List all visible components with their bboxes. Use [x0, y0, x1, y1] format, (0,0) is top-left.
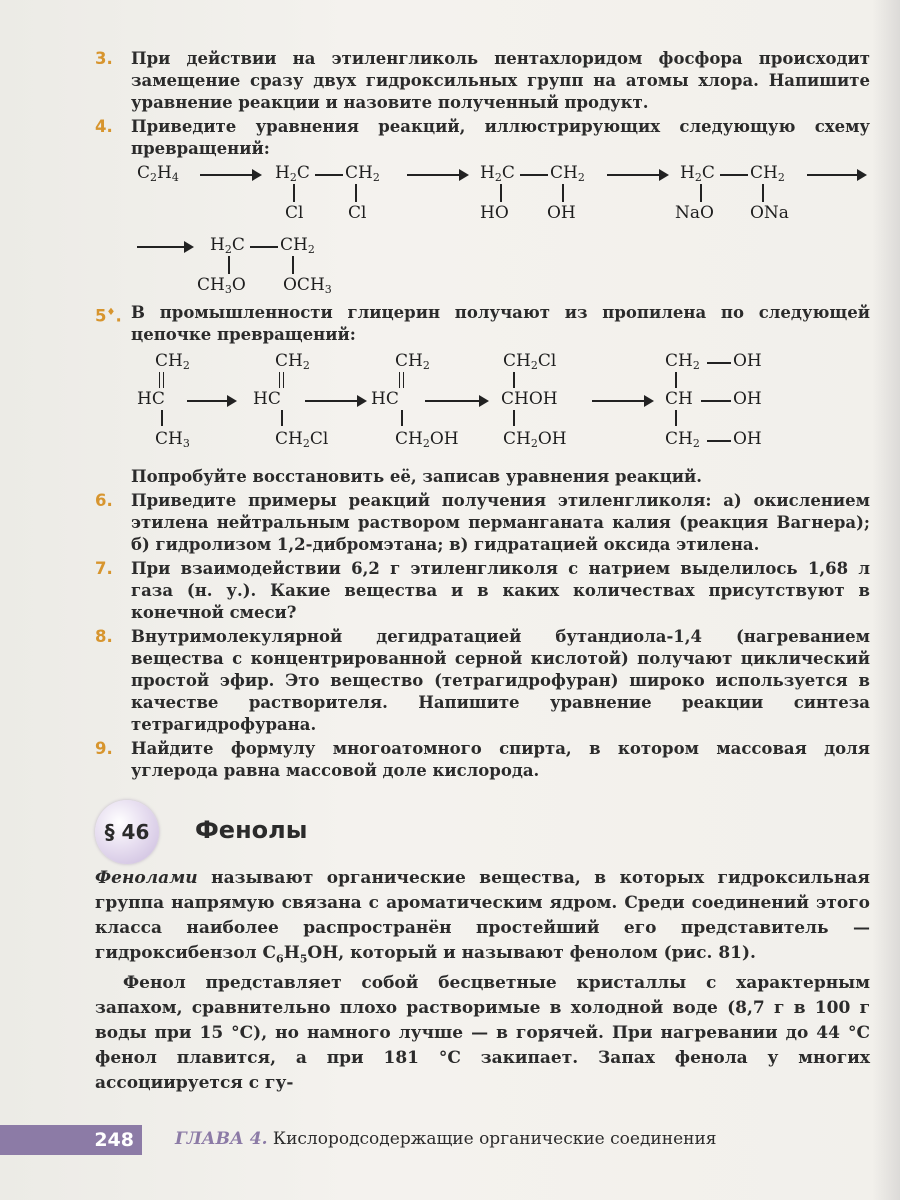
- task-8: [95, 626, 870, 736]
- atom-cl: Cl: [285, 203, 304, 223]
- reaction-arrow: [200, 174, 260, 176]
- scheme-task-5: [95, 348, 870, 466]
- formula-ch2cl: $CH_2Cl$: [503, 351, 557, 372]
- formula-ch2: $CH_2$: [665, 429, 700, 450]
- bond: [520, 174, 548, 176]
- formula-h2c: $H_2C$: [210, 235, 245, 256]
- paragraph-text: , который и называют фенолом (рис. 81).: [338, 943, 756, 963]
- task-number-dot: .: [115, 306, 122, 326]
- reaction-arrow: [607, 174, 667, 176]
- section-title: Фенолы: [195, 816, 308, 844]
- section-badge: § 46: [95, 800, 159, 864]
- formula-h2c: $H_2C$: [480, 163, 515, 184]
- double-bond: [399, 372, 404, 388]
- group-oh: OH: [547, 203, 576, 223]
- defined-term: Фенолами: [95, 868, 198, 888]
- formula-ch2: $CH_2$: [155, 351, 190, 372]
- formula-ch2: $CH_2$: [280, 235, 315, 256]
- bond: [762, 184, 764, 202]
- paragraph-1: [95, 866, 870, 971]
- page-number: 248: [0, 1125, 142, 1155]
- task-number: 7.: [95, 559, 113, 578]
- paragraph-2: Фенол представляет собой бесцветные кристаллы с характерным запахом, сравнительно плохо растворимые в холодной воде (8,7 г в 100 г воды при 15 °C), но намного лучше — в горячей. При нагревании до 44 °C фенол плавится, а при 181 °C закипает. Запах фенола у многих ассоциируется с гу-: [95, 973, 870, 1094]
- reaction-arrow: [592, 400, 652, 402]
- paragraph-text: называют органические вещества, в которых гидроксильная группа напрямую связана с ароматическим ядром. Среди соединений этого класса наиболее распространён простейший его представитель — гидроксибензол: [95, 868, 870, 963]
- formula-ch2: $CH_2$: [750, 163, 785, 184]
- star-marker: ♦: [106, 307, 116, 318]
- formula-choh: CHOH: [501, 389, 558, 409]
- chapter-label: ГЛАВА 4.: [175, 1129, 268, 1149]
- bond: [700, 184, 702, 202]
- reaction-arrow: [807, 174, 865, 176]
- task-number: 9.: [95, 739, 113, 758]
- formula-hc: HC: [253, 389, 281, 409]
- group-nao: NaO: [675, 203, 714, 223]
- bond: [562, 184, 564, 202]
- formula-ch2: $CH_2$: [550, 163, 585, 184]
- bond: [675, 372, 677, 388]
- chapter-title: Кислородсодержащие органические соединения: [272, 1129, 717, 1149]
- page-edge-shadow: [872, 0, 900, 1200]
- task-number: [95, 302, 131, 346]
- task-text: Найдите формулу многоатомного спирта, в котором массовая доля углерода равна массовой доле кислорода.: [131, 739, 870, 780]
- bond: [707, 362, 731, 364]
- task-text: В промышленности глицерин получают из пропилена по следующей цепочке превращений:: [131, 303, 870, 344]
- reaction-arrow: [407, 174, 467, 176]
- group-och3: $OCH_3$: [283, 275, 332, 296]
- formula-c2h4: $C_2H_4$: [137, 163, 179, 184]
- formula-ch2oh: $CH_2OH$: [395, 429, 459, 450]
- task-5-note: [95, 466, 870, 488]
- group-oh: OH: [733, 389, 762, 409]
- section-heading: [95, 800, 795, 870]
- bond: [675, 410, 677, 426]
- reaction-arrow: [187, 400, 235, 402]
- task-3: [95, 48, 870, 114]
- task-number: 6.: [95, 491, 113, 510]
- bond: [293, 184, 295, 202]
- task-7: [95, 558, 870, 624]
- formula-ch2: $CH_2$: [345, 163, 380, 184]
- formula-hc: HC: [371, 389, 399, 409]
- task-text: Внутримолекулярной дегидратацией бутандиола-1,4 (нагреванием вещества с концентрированной серной кислотой) получают циклический простой эфир. Это вещество (тетрагидрофуран) широко используется в качестве растворителя. Напишите уравнение реакции синтеза тетрагидрофурана.: [131, 627, 870, 734]
- bond: [513, 372, 515, 388]
- section-body: [95, 866, 870, 1096]
- group-ona: ONa: [750, 203, 789, 223]
- page-footer: [0, 1125, 880, 1155]
- bond: [720, 174, 748, 176]
- bond: [701, 400, 731, 402]
- task-number-digit: 5: [95, 306, 107, 326]
- bond: [315, 174, 343, 176]
- formula-ch2cl: $CH_2Cl$: [275, 429, 329, 450]
- bond: [707, 440, 731, 442]
- formula-phenol: $C_6H_5OH$: [262, 943, 339, 966]
- formula-ch2: $CH_2$: [665, 351, 700, 372]
- task-6: [95, 490, 870, 556]
- task-5: [95, 302, 870, 346]
- scheme-task-4: [95, 162, 870, 298]
- bond: [250, 246, 278, 248]
- task-number: 8.: [95, 627, 113, 646]
- formula-ch: CH: [665, 389, 693, 409]
- bond: [292, 256, 294, 274]
- task-text: При взаимодействии 6,2 г этиленгликоля с натрием выделилось 1,68 л газа (н. у.). Какие вещества и в каких количествах присутствуют в конечной смеси?: [131, 559, 870, 622]
- bond: [228, 256, 230, 274]
- atom-cl: Cl: [348, 203, 367, 223]
- formula-h2c: $H_2C$: [680, 163, 715, 184]
- bond: [161, 410, 163, 426]
- bond: [513, 410, 515, 426]
- formula-ch2oh: $CH_2OH$: [503, 429, 567, 450]
- task-text: Приведите уравнения реакций, иллюстрирующих следующую схему превращений:: [131, 117, 870, 158]
- formula-ch2: $CH_2$: [395, 351, 430, 372]
- running-header: [175, 1129, 717, 1149]
- task-4: [95, 116, 870, 160]
- task-9: [95, 738, 870, 782]
- reaction-arrow: [305, 400, 365, 402]
- formula-ch3: $CH_3$: [155, 429, 190, 450]
- formula-h2c: $H_2C$: [275, 163, 310, 184]
- bond: [355, 184, 357, 202]
- task-text: Приведите примеры реакций получения этиленгликоля: а) окислением этилена нейтральным раствором перманганата калия (реакция Вагнера); б) гидролизом 1,2-дибромэтана; в) гидратацией оксида этилена.: [131, 491, 870, 554]
- bond: [401, 410, 403, 426]
- group-oh: OH: [733, 429, 762, 449]
- reaction-arrow: [425, 400, 487, 402]
- group-oh: OH: [733, 351, 762, 371]
- task-number: 4.: [95, 117, 113, 136]
- formula-hc: HC: [137, 389, 165, 409]
- bond: [500, 184, 502, 202]
- task-text: Попробуйте восстановить её, записав уравнения реакций.: [131, 467, 703, 486]
- double-bond: [279, 372, 284, 388]
- task-text: При действии на этиленгликоль пентахлоридом фосфора происходит замещение сразу двух гидроксильных групп на атомы хлора. Напишите уравнение реакции и назовите полученный продукт.: [131, 49, 870, 112]
- group-ho: HO: [480, 203, 509, 223]
- double-bond: [159, 372, 164, 388]
- group-ch3o: $CH_3O$: [197, 275, 246, 296]
- tasks-block: [95, 48, 870, 784]
- bond: [281, 410, 283, 426]
- formula-ch2: $CH_2$: [275, 351, 310, 372]
- task-number: 3.: [95, 49, 113, 68]
- reaction-arrow: [137, 246, 192, 248]
